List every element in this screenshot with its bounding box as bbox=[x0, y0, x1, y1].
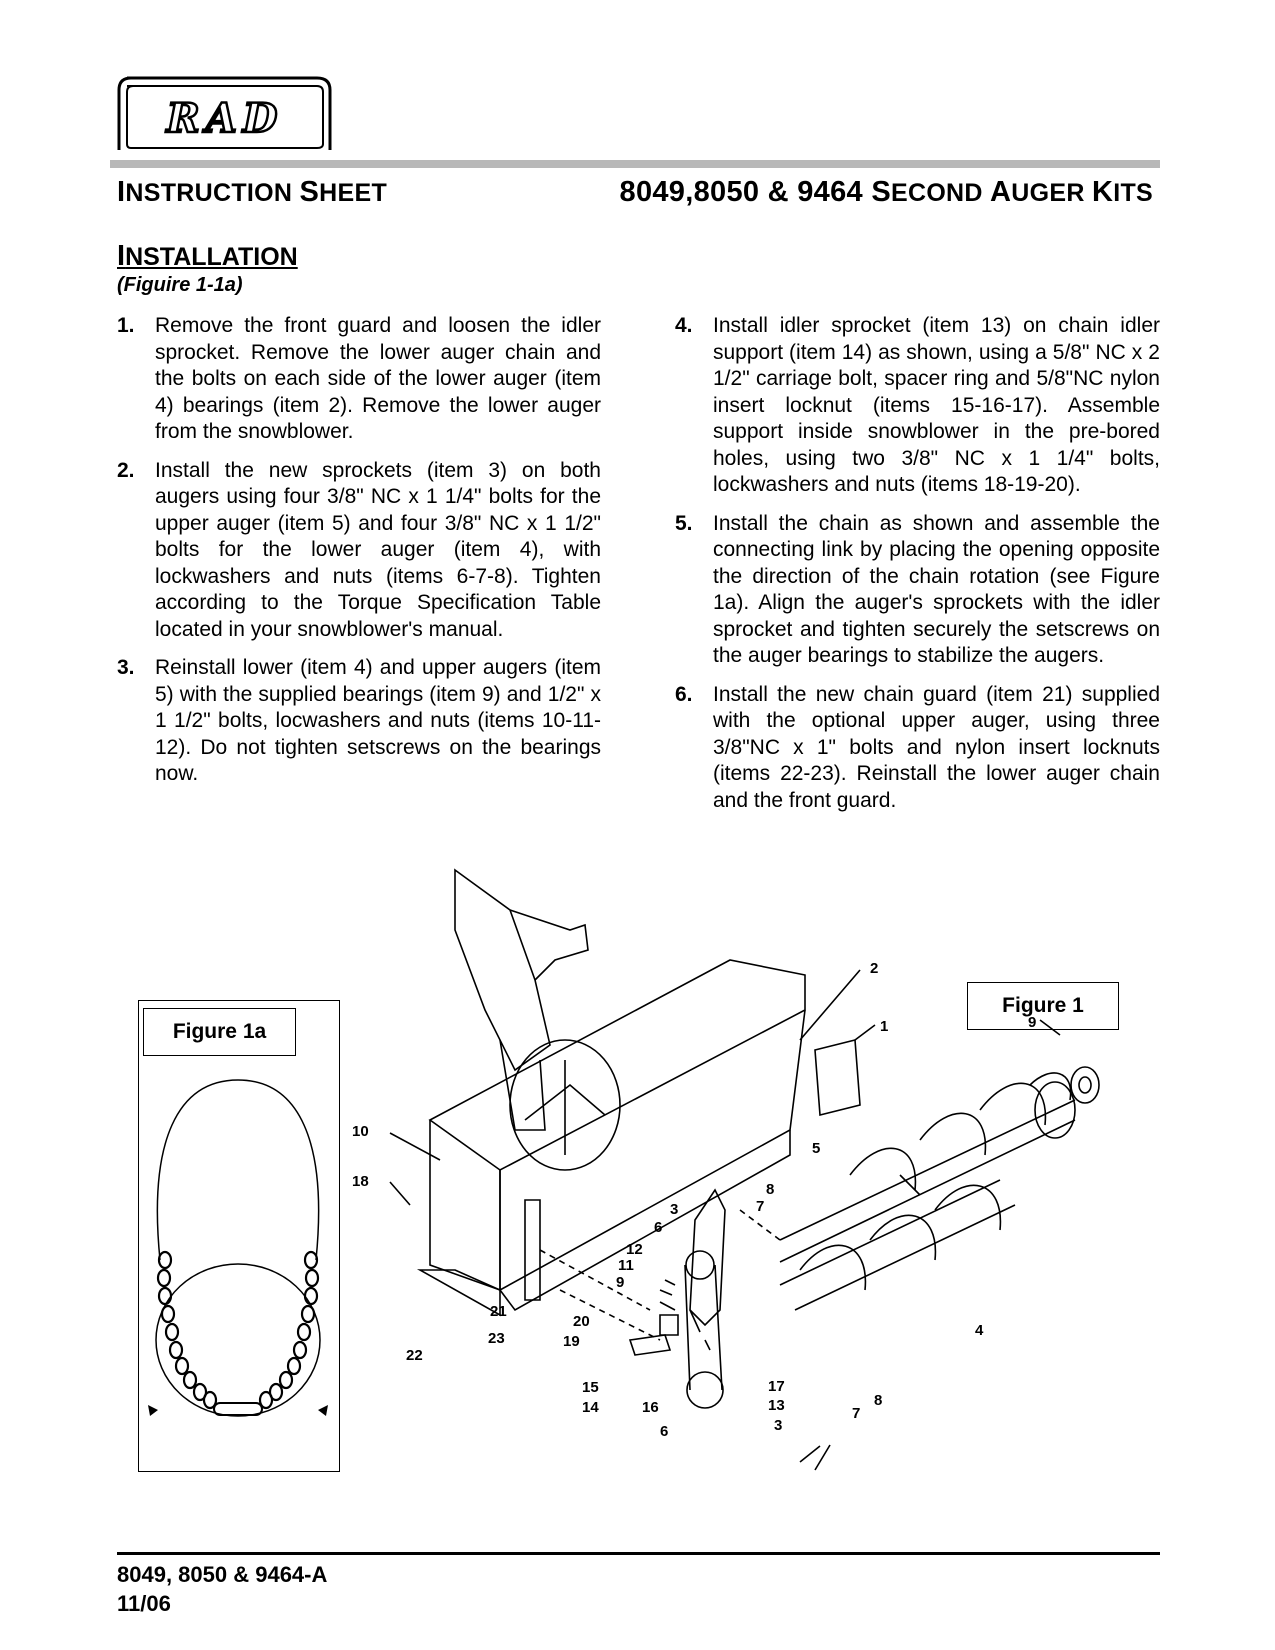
drive-chain bbox=[690, 1190, 725, 1325]
step-number: 1. bbox=[117, 314, 135, 337]
figure-1-label: Figure 1 bbox=[967, 982, 1119, 1030]
chain-link bbox=[288, 1358, 300, 1374]
chain-link bbox=[280, 1372, 292, 1388]
callout-20: 20 bbox=[573, 1313, 590, 1330]
impeller-blades bbox=[525, 1060, 605, 1155]
housing-side bbox=[500, 1010, 805, 1290]
step-1 bbox=[117, 313, 601, 446]
lower-sprocket bbox=[687, 1372, 723, 1408]
chain-link bbox=[306, 1270, 318, 1286]
callout-22: 22 bbox=[406, 1347, 423, 1364]
figure-1a-label: Figure 1a bbox=[143, 1008, 296, 1056]
callout-1: 1 bbox=[880, 1018, 889, 1035]
chain-link bbox=[294, 1342, 306, 1358]
doc-date: 11/06 bbox=[117, 1591, 171, 1616]
header-rule bbox=[110, 160, 1160, 168]
step-number: 6. bbox=[675, 682, 693, 706]
chain-link bbox=[305, 1288, 317, 1304]
doc-number: 8049, 8050 & 9464-A bbox=[117, 1562, 328, 1587]
chain-link bbox=[159, 1288, 171, 1304]
lower-sprocket-circle bbox=[156, 1264, 320, 1416]
steps-right-column bbox=[675, 313, 1160, 826]
callout-15: 15 bbox=[582, 1379, 599, 1396]
callout-9b: 9 bbox=[616, 1274, 625, 1291]
footer bbox=[117, 1560, 327, 1618]
step-4 bbox=[675, 313, 1160, 499]
step-text: Install idler sprocket (item 13) on chain idler support (item 14) as shown, using a 5/8" NC x 2 1/2" carriage bolt, spacer ring and 5/8"NC nylon insert locknut (items 15-16-17). Assemble support inside snowblower in the pre-bored holes, using two 3/8" NC x 1 1/4" bolts, lockwashers and nuts (items 18-19-20). bbox=[713, 314, 1160, 496]
connecting-link bbox=[214, 1403, 262, 1415]
step-6 bbox=[675, 682, 1160, 815]
kit-title: 8049,8050 & 9464 SECOND AUGER KITS bbox=[619, 176, 1153, 208]
idler-sprocket bbox=[686, 1251, 714, 1279]
chain-link bbox=[305, 1252, 317, 1268]
snowblower-exploded-diagram bbox=[352, 870, 1130, 1510]
callout-2: 2 bbox=[870, 960, 879, 977]
chute-outline bbox=[455, 870, 550, 1070]
chain-link bbox=[159, 1252, 171, 1268]
callout-23: 23 bbox=[488, 1330, 505, 1347]
bracket bbox=[660, 1315, 678, 1335]
step-text: Remove the front guard and loosen the idler sprocket. Remove the lower auger chain and the bolts on each side of the lower auger (item 4) bearings (item 2). Remove the lower auger from the snowblower. bbox=[155, 314, 601, 443]
steps-left-column bbox=[117, 313, 601, 800]
step-5 bbox=[675, 511, 1160, 670]
step-number: 5. bbox=[675, 511, 693, 535]
upper-auger-shaft bbox=[780, 1100, 1075, 1262]
callout-12: 12 bbox=[626, 1241, 643, 1258]
section-title: INSTALLATION bbox=[117, 240, 298, 272]
step-number: 4. bbox=[675, 314, 693, 337]
housing-top bbox=[430, 960, 805, 1170]
bearing-9 bbox=[1071, 1067, 1099, 1103]
step-number: 3. bbox=[117, 656, 135, 679]
step-text: Install the chain as shown and assemble the connecting link by placing the opening opposite the direction of the chain rotation (see Figure 1a). Align the auger's sprockets with the idler sprocket and tighten securely the setscrews on the auger bearings to stabilize the augers. bbox=[713, 511, 1160, 667]
callout-21: 21 bbox=[490, 1303, 507, 1320]
side-plate bbox=[525, 1200, 540, 1300]
idler-support bbox=[630, 1335, 670, 1355]
callout-8b: 8 bbox=[874, 1392, 883, 1409]
bearing-cover bbox=[815, 1040, 860, 1115]
chain-link bbox=[162, 1306, 174, 1322]
step-text: Install the new sprockets (item 3) on both augers using four 3/8" NC x 1 1/4" bolts for the upper auger (item 5) and four 3/8" NC x 1 1/2" bolts for the lower auger (item 4), with lockwashers and nuts (items 6-7-8). Tighten according to the Torque Specification Table located in your snowblower's manual. bbox=[155, 458, 601, 641]
chain-guard bbox=[420, 1270, 500, 1315]
callout-16: 16 bbox=[642, 1399, 659, 1416]
callout-18: 18 bbox=[352, 1173, 369, 1190]
step-2 bbox=[117, 458, 601, 644]
callout-3a: 3 bbox=[670, 1201, 679, 1218]
callout-7b: 7 bbox=[852, 1405, 861, 1422]
callout-4: 4 bbox=[975, 1322, 984, 1339]
callout-14: 14 bbox=[582, 1399, 599, 1416]
chain-loop-upper bbox=[157, 1080, 318, 1260]
rad-logo bbox=[117, 76, 332, 152]
callout-6a: 6 bbox=[654, 1219, 663, 1236]
callout-17: 17 bbox=[768, 1378, 785, 1395]
housing-bottom bbox=[500, 1130, 790, 1310]
callout-5: 5 bbox=[812, 1140, 821, 1157]
chain-link bbox=[166, 1324, 178, 1340]
callout-10: 10 bbox=[352, 1123, 369, 1140]
chain-link bbox=[302, 1306, 314, 1322]
callout-8a: 8 bbox=[766, 1181, 775, 1198]
step-text: Reinstall lower (item 4) and upper augers (item 5) with the supplied bearings (item 9) and 1/2" x 1 1/2" bolts, locwashers and nuts (items 10-11-12). Do not tighten setscrews on the bearings now. bbox=[155, 656, 601, 785]
step-3 bbox=[117, 655, 601, 788]
chain-link bbox=[184, 1372, 196, 1388]
step-text: Install the new chain guard (item 21) supplied with the optional upper auger, using three 3/8"NC x 1" bolts and nylon insert locknuts (items 22-23). Reinstall the lower auger chain and the front guard. bbox=[713, 682, 1160, 812]
chain-link bbox=[298, 1324, 310, 1340]
callout-7a: 7 bbox=[756, 1198, 765, 1215]
chain-links-left bbox=[158, 1252, 216, 1408]
callout-11: 11 bbox=[618, 1257, 634, 1274]
chain-run bbox=[685, 1265, 722, 1390]
callout-3b: 3 bbox=[774, 1417, 783, 1434]
footer-rule bbox=[117, 1552, 1160, 1555]
step-number: 2. bbox=[117, 458, 135, 482]
upper-auger-flights bbox=[850, 1073, 1071, 1190]
svg-text:RAD: RAD bbox=[166, 95, 284, 142]
callout-13: 13 bbox=[768, 1397, 785, 1414]
chain-link bbox=[158, 1270, 170, 1286]
callout-6b: 6 bbox=[660, 1423, 669, 1440]
chain-link bbox=[170, 1342, 182, 1358]
sheet-title: INSTRUCTION SHEET bbox=[117, 176, 388, 208]
chain-diagram bbox=[138, 1060, 338, 1460]
chain-link bbox=[176, 1358, 188, 1374]
callout-19: 19 bbox=[563, 1333, 580, 1350]
section-subtitle: (Figuire 1-1a) bbox=[117, 274, 243, 296]
chain-links-right bbox=[260, 1252, 318, 1408]
callout-9a: 9 bbox=[1028, 1014, 1037, 1031]
